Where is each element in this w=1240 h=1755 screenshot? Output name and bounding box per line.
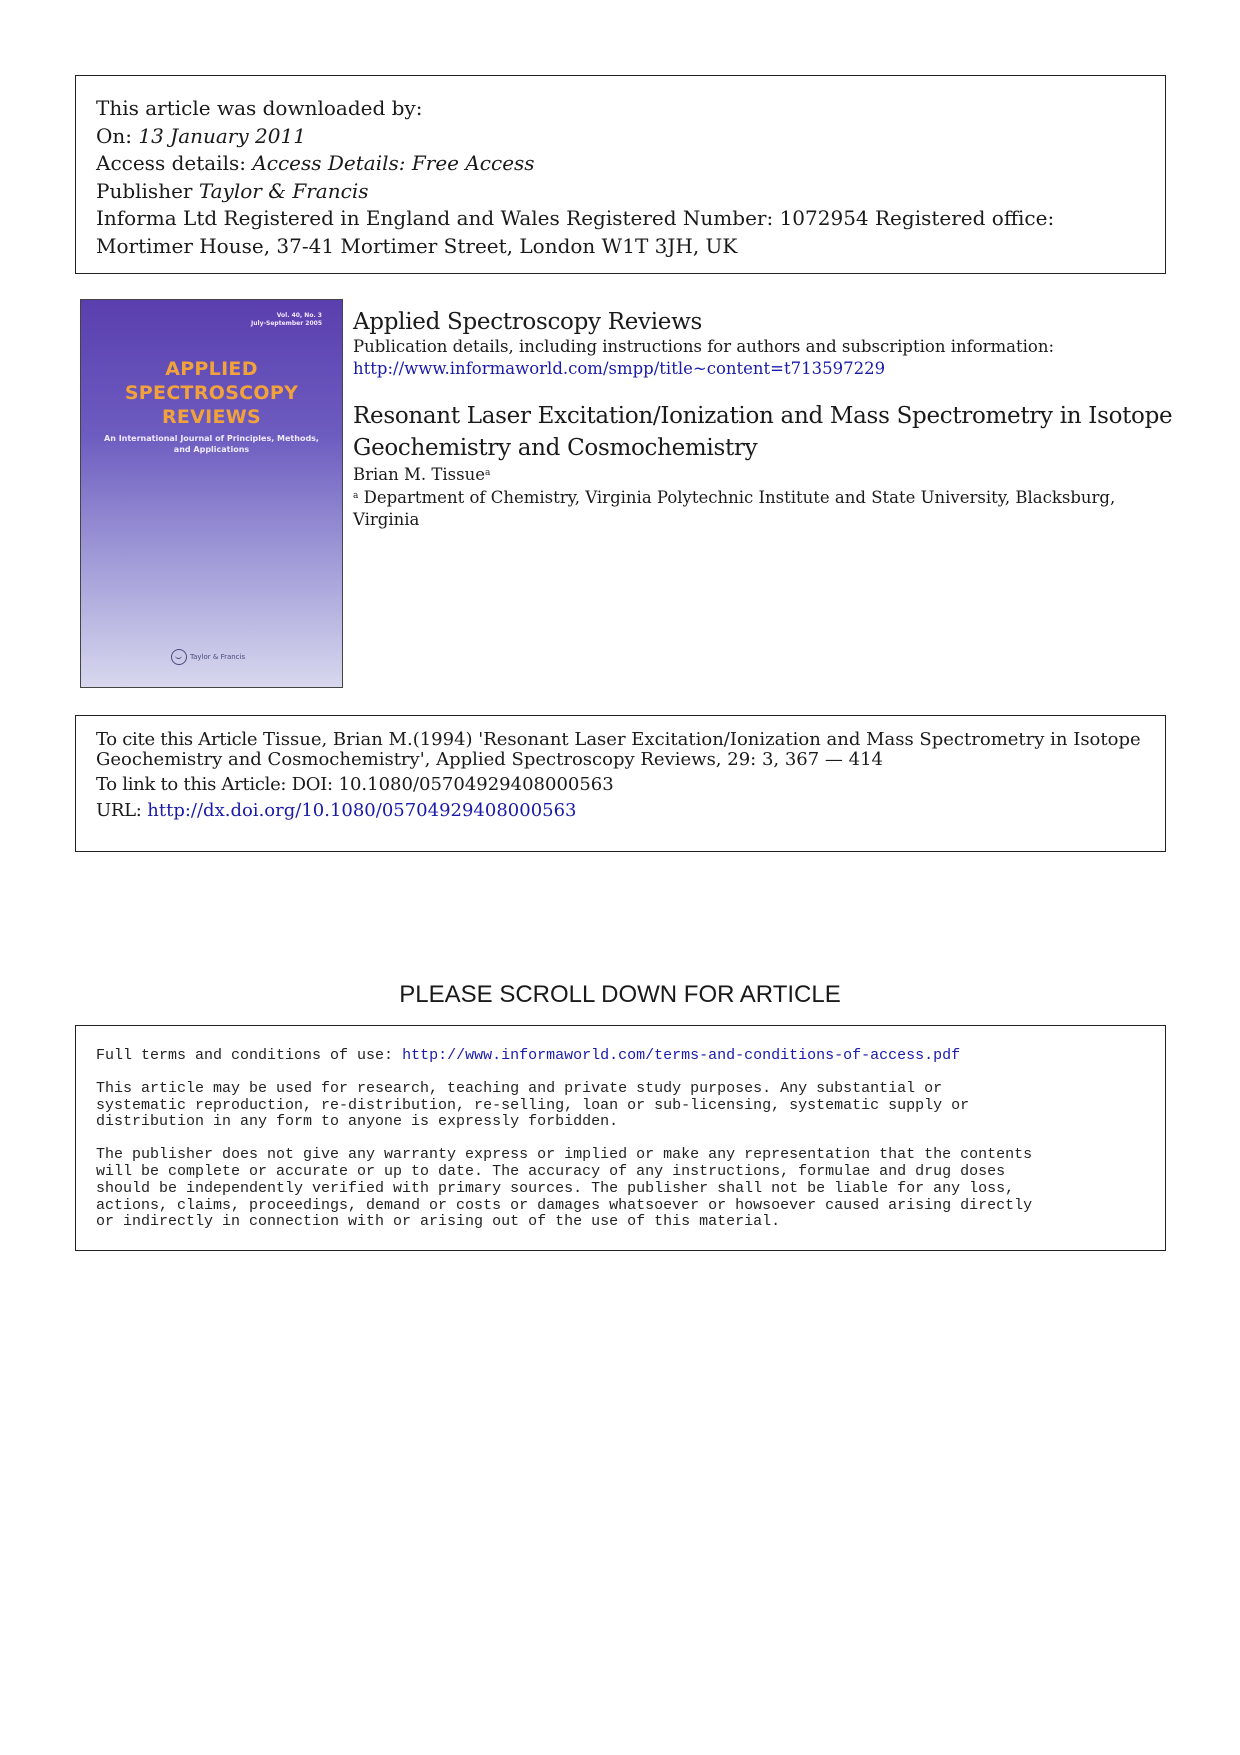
terms-label: Full terms and conditions of use:	[96, 1047, 394, 1064]
cover-date: July-September 2005	[251, 320, 322, 327]
terms-box	[75, 1025, 1166, 1251]
url-row	[96, 801, 1145, 821]
access-value: Access Details: Free Access	[252, 151, 535, 175]
author-name: Brian M. Tissue	[353, 465, 485, 484]
access-details-row	[96, 150, 1145, 178]
cover-publisher-logo	[171, 649, 245, 665]
cover-subtitle: An International Journal of Principles, Methods, and Applications	[104, 434, 319, 454]
author-affiliation	[353, 487, 1173, 531]
on-label: On:	[96, 123, 133, 148]
journal-title: Applied Spectroscopy Reviews	[353, 309, 703, 335]
cover-title	[81, 357, 342, 429]
url-label: URL:	[96, 799, 142, 821]
cover-title-line: SPECTROSCOPY	[124, 382, 299, 404]
cite-row	[96, 730, 1145, 769]
doi-value: 10.1080/05704929408000563	[338, 774, 614, 795]
journal-info	[353, 308, 1173, 531]
publisher-value: Taylor & Francis	[198, 178, 369, 203]
article-author	[353, 464, 1173, 486]
cover-publisher-name: Taylor & Francis	[190, 653, 246, 661]
doi-label: To link to this Article: DOI:	[96, 774, 333, 795]
terms-url-link[interactable]: http://www.informaworld.com/terms-and-conditions-of-access.pdf	[402, 1047, 961, 1064]
cite-label: To cite this Article	[96, 729, 258, 750]
doi-row	[96, 775, 1145, 795]
article-title: Resonant Laser Excitation/Ionization and Mass Spectrometry in Isotope Geochemistry and Cosmochemistry	[353, 403, 1173, 461]
cite-text: Tissue, Brian M.(1994) 'Resonant Laser Excitation/Ionization and Mass Spectrometry in Isotope Geochemistry and Cosmochemistry', Applied Spectroscopy Reviews, 29: 3, 367 — 414	[96, 729, 1141, 770]
download-info-box	[75, 75, 1166, 274]
cover-title-line: APPLIED	[165, 358, 258, 380]
terms-link-row	[96, 1048, 1145, 1065]
access-label: Access details:	[96, 151, 246, 175]
author-superscript: a	[485, 468, 491, 478]
scroll-down-notice: PLEASE SCROLL DOWN FOR ARTICLE	[399, 981, 841, 1008]
cover-volume-number: Vol. 40, No. 3	[276, 312, 322, 319]
journal-url-link[interactable]: http://www.informaworld.com/smpp/title~content=t713597229	[353, 359, 886, 378]
cover-title-line: REVIEWS	[161, 406, 262, 428]
registered-office-text: Informa Ltd Registered in England and Wales Registered Number: 1072954 Registered office: Mortimer House, 37-41 Mortimer Street, London W1T 3JH, UK	[96, 206, 1055, 258]
terms-disclaimer-paragraph: The publisher does not give any warranty express or implied or make any representation that the contents will be complete or accurate or up to date. The accuracy of any instructions, formulae and drug doses should be independently verified with primary sources. The publisher shall not be liable for any loss, actions, claims, proceedings, demand or costs or damages whatsoever or howsoever caused arising directly or indirectly in connection with or arising out of the use of this material.	[96, 1146, 1033, 1231]
publisher-row	[96, 178, 1145, 206]
affiliation-superscript: a	[353, 491, 359, 501]
publisher-logo-icon	[171, 649, 187, 665]
publisher-label: Publisher	[96, 178, 193, 203]
cover-volume	[251, 312, 322, 328]
citation-box	[75, 715, 1166, 852]
downloaded-by-text: This article was downloaded by:	[96, 96, 423, 120]
affiliation-text: Department of Chemistry, Virginia Polytechnic Institute and State University, Blacksburg, Virginia	[353, 488, 1116, 529]
journal-cover-image	[80, 299, 343, 688]
download-date-row	[96, 123, 1145, 151]
download-date: 13 January 2011	[138, 123, 306, 148]
terms-usage-paragraph: This article may be used for research, teaching and private study purposes. Any substantial or systematic reproduction, re-distribution, re-selling, loan or sub-licensing, systematic supply or distribution in any form to anyone is expressly forbidden.	[96, 1079, 970, 1131]
doi-url-link[interactable]: http://dx.doi.org/10.1080/05704929408000563	[147, 799, 577, 821]
publication-details: Publication details, including instructions for authors and subscription information:	[353, 337, 1055, 356]
